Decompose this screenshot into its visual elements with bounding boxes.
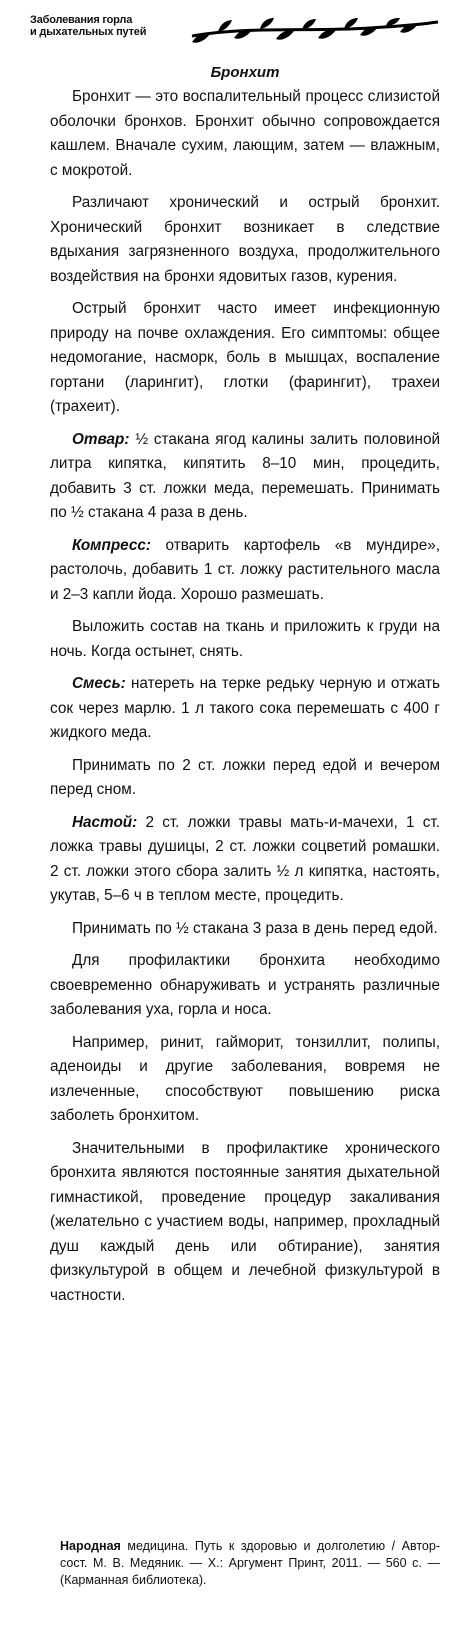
recipe-infusion: Настой: 2 ст. ложки травы мать-и-мачехи, 1 ст. ложка травы душицы, 2 ст. ложки соцветий ромашки. 2 ст. ложки этого сбора залить ½ л кипятка, настоять, укутав, 5–6 ч в теплом месте, процедить.	[50, 813, 440, 904]
paragraph: Принимать по ½ стакана 3 раза в день перед едой.	[72, 919, 438, 937]
paragraph: Различают хронический и острый бронхит. Хронический бронхит возникает в следствие вдыхания загрязненного воздуха, продолжительного воздействия на бронхи ядовитых газов, курения.	[50, 194, 440, 285]
paragraph: Например, ринит, гайморит, тонзиллит, полипы, аденоиды и другие заболевания, вовремя не излеченные, способствуют повышению риска заболеть бронхитом.	[50, 1033, 440, 1124]
recipe-label: Компресс:	[72, 536, 151, 554]
article-title: Бронхит	[210, 64, 280, 81]
recipe-compress: Компресс: отварить картофель «в мундире», растолочь, добавить 1 ст. ложку растительного масла и 2–3 капли йода. Хорошо размешать.	[50, 536, 440, 603]
citation-text: медицина. Путь к здоровью и долголетию / Автор-сост. М. В. Медяник. — Х.: Аргумент Принт, 2011. — 560 с. — (Карманная библиотека).	[60, 1539, 440, 1587]
recipe-label: Смесь:	[72, 675, 126, 692]
paragraph: Бронхит — это воспалительный процесс слизистой оболочки бронхов. Бронхит обычно сопровождается кашлем. Вначале сухим, лающим, затем — влажным, с мокротой.	[50, 88, 440, 179]
paragraph: Для профилактики бронхита необходимо своевременно обнаруживать и устранять различные заболевания уха, горла и носа.	[50, 952, 440, 1018]
paragraph: Выложить состав на ткань и приложить к груди на ночь. Когда остынет, снять.	[50, 618, 440, 660]
recipe-label: Отвар:	[72, 430, 130, 448]
paragraph: Значительными в профилактике хронического бронхита являются постоянные занятия дыхательной гимнастикой, проведение процедур закаливания (желательно с участием воды, например, прохладный душ каждый день или обтирание), занятия физкультурой в общем и лечебной физкультурой в частности.	[50, 1139, 440, 1304]
paragraph: Острый бронхит часто имеет инфекционную природу на почве охлаждения. Его симптомы: общее недомогание, насморк, боль в мышцах, воспаление гортани (ларингит), глотки (фарингит), трахеи (трахеит).	[50, 300, 440, 415]
citation-book-title: Народная	[60, 1539, 121, 1553]
vine-ornament-icon	[190, 18, 440, 50]
source-citation	[60, 1538, 440, 1589]
section-title: Заболевания горла и дыхательных путей	[30, 14, 147, 38]
paragraph: Принимать по 2 ст. ложки перед едой и вечером перед сном.	[50, 756, 440, 798]
recipe-mixture: Смесь: натереть на терке редьку черную и отжать сок через марлю. 1 л такого сока перемешать с 400 г жидкого меда.	[50, 675, 440, 741]
running-header	[30, 14, 440, 54]
article	[50, 64, 440, 1316]
recipe-label: Настой:	[72, 813, 138, 831]
recipe-decoction: Отвар: ½ стакана ягод калины залить половиной литра кипятка, кипятить 8–10 мин, процедить, добавить 3 ст. ложки меда, перемешать. Принимать по ½ стакана 4 раза в день.	[50, 430, 440, 521]
